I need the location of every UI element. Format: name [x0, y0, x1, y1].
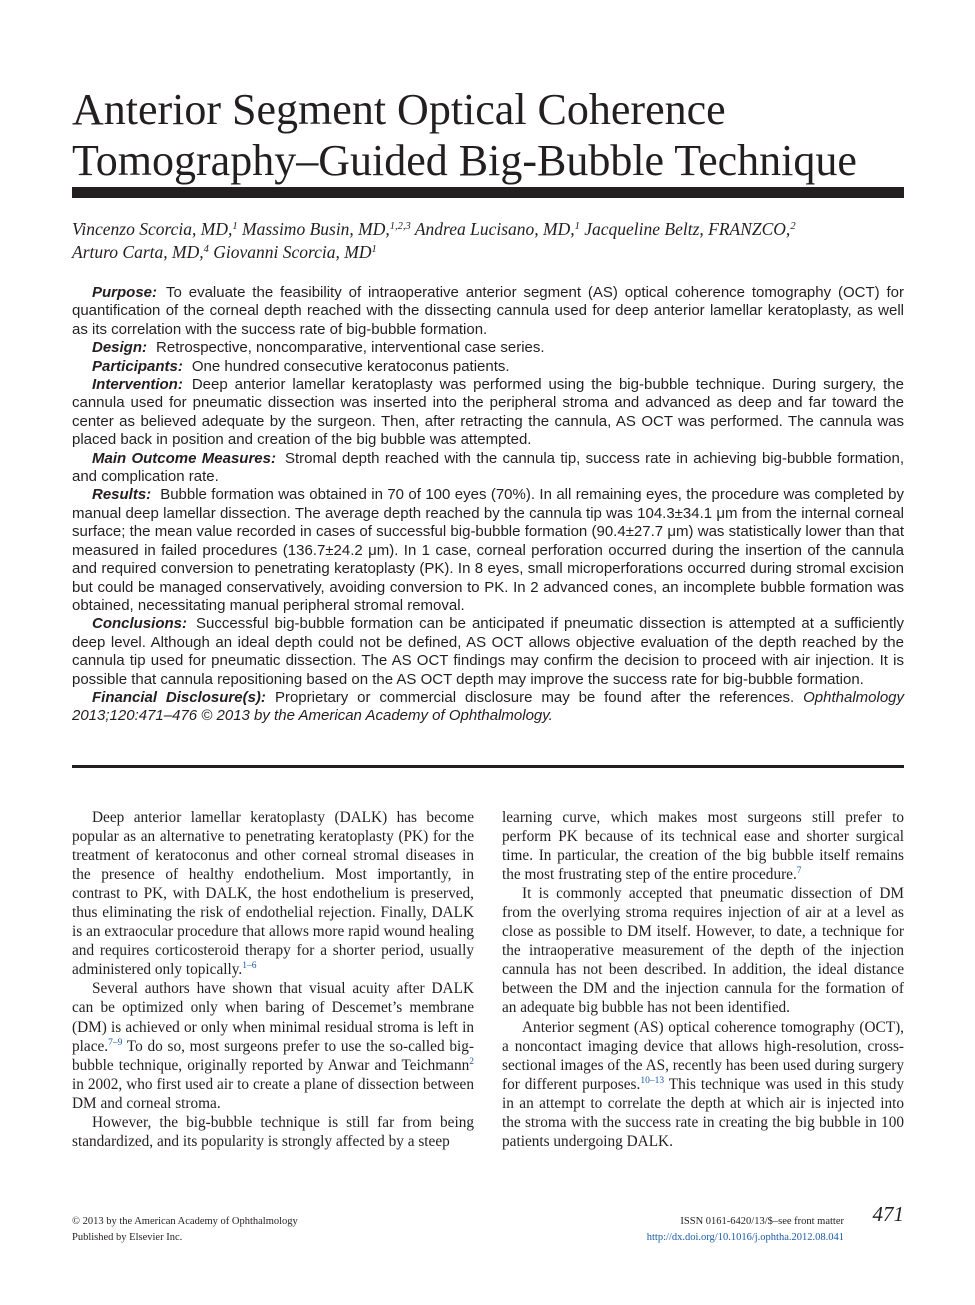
- author-name: Jacqueline Beltz, FRANZCO,: [584, 219, 791, 239]
- paragraph-text: This technique was used in this study in an attempt to correlate the depth at which air is injected into the stroma with the success rate in creating the big bubble in 100 patients undergoing DALK.: [502, 1075, 904, 1150]
- author-name: Massimo Busin, MD,: [242, 219, 390, 239]
- paragraph-text: Deep anterior lamellar keratoplasty (DALK) has become popular as an alternative to penetrating keratoplasty (PK) for the treatment of keratoconus and other corneal stromal diseases in the presence of healthy endothelium. Most importantly, in contrast to PK, with DALK, the host endothelium is preserved, thus eliminating the risk of endothelial rejection. Finally, DALK is an extraocular procedure that allows more rapid wound healing and requires corticosteroid therapy for a shorter period, usually administered only topically.: [72, 809, 474, 979]
- abstract-conclusions: [72, 615, 904, 689]
- author-list: [72, 218, 904, 264]
- issn-line: ISSN 0161-6420/13/$–see front matter: [680, 1216, 844, 1227]
- author-name: Andrea Lucisano, MD,: [414, 219, 575, 239]
- body-paragraph: [72, 808, 474, 979]
- reference-link[interactable]: 10–13: [640, 1075, 665, 1086]
- paragraph-text: Anterior segment (AS) optical coherence tomography (OCT), a noncontact imaging device that allows high-resolution, cross-sectional images of the AS, recently has been used during surgery for different purposes.: [502, 1018, 905, 1093]
- section-label: Intervention:: [92, 376, 183, 394]
- author-affiliation: 4: [203, 244, 209, 255]
- abstract-divider: [72, 765, 904, 768]
- author-affiliation: 2: [790, 221, 796, 232]
- abstract-participants: [72, 358, 904, 376]
- paragraph-text: in 2002, who first used air to create a plane of dissection between DM and corneal stroma.: [72, 1075, 474, 1112]
- article-page: [72, 0, 904, 1305]
- doi-link[interactable]: http://dx.doi.org/10.1016/j.ophtha.2012.08.041: [646, 1232, 844, 1243]
- article-title: [72, 84, 904, 186]
- section-text: Stromal depth reached with the cannula tip, success rate in achieving big-bubble formation, and complication rate.: [72, 449, 904, 486]
- footer-identifiers: [647, 1214, 844, 1246]
- section-label: Financial Disclosure(s):: [92, 688, 266, 706]
- section-text: Deep anterior lamellar keratoplasty was performed using the big-bubble technique. During surgery, the cannula used for pneumatic dissection was inserted into the peripheral stroma and advanced as deep and far toward the center as believed adequate by the surgeon. Then, after retracting the cannula, AS OCT was performed. The cannula was placed back in position and creation of the big bubble was attempted.: [72, 376, 904, 449]
- body-column-left: [72, 808, 474, 1151]
- abstract-results: [72, 486, 904, 615]
- section-text: Proprietary or commercial disclosure may be found after the references.: [274, 688, 795, 706]
- paragraph-text: It is commonly accepted that pneumatic dissection of DM from the overlying stroma requires injection of air at a level as close as possible to DM itself. However, to date, a technique for the intraoperative measurement of the depth of the injection cannula has not been described. In addition, the ideal distance between the DM and the injection cannula for the formation of an adequate big bubble has not been identified.: [502, 885, 904, 1017]
- paragraph-text: To do so, most surgeons prefer to use the so-called big-bubble technique, originally reported by Anwar and Teichmann: [72, 1037, 474, 1074]
- reference-link[interactable]: 2: [469, 1056, 474, 1067]
- reference-link[interactable]: 7–9: [108, 1037, 123, 1048]
- body-paragraph: [72, 1113, 474, 1151]
- section-text: Bubble formation was obtained in 70 of 100 eyes (70%). In all remaining eyes, the procedure was completed by manual deep lamellar dissection. The average depth reached by the cannula tip was 104.3±34.1 μm from the internal corneal surface; the mean value recorded in cases of successful big-bubble formation (90.4±27.7 μm) was statistically lower than that measured in failed procedures (136.7±24.2 μm). In 1 case, corneal perforation occurred during the insertion of the cannula and required conversion to penetrating keratoplasty (PK). In 8 eyes, small microperforations occurred during stromal excision but could be managed conservatively, avoiding conversion to PK. In 2 advanced cones, an incomplete bubble formation was obtained, necessitating manual peripheral stromal removal.: [72, 486, 904, 614]
- footer-copyright: [72, 1214, 298, 1246]
- page-number: 471: [872, 1202, 904, 1226]
- journal-citation: Ophthalmology 2013;120:471–476 © 2013 by the American Academy of Ophthalmology.: [72, 688, 905, 725]
- author-affiliation: 1: [574, 221, 580, 232]
- section-label: Main Outcome Measures:: [92, 449, 276, 467]
- section-text: Retrospective, noncomparative, interventional case series.: [156, 339, 545, 357]
- paragraph-text: Several authors have shown that visual acuity after DALK can be optimized only when baring of Descemet’s membrane (DM) is achieved or only when minimal residual stroma is left in place.: [72, 980, 474, 1055]
- section-label: Results:: [92, 486, 152, 504]
- section-label: Design:: [92, 339, 148, 357]
- abstract-design: [72, 339, 904, 357]
- author-name: Vincenzo Scorcia, MD,: [72, 219, 233, 239]
- abstract: [72, 284, 904, 726]
- copyright-line: © 2013 by the American Academy of Ophthalmology: [72, 1216, 298, 1227]
- body-paragraph: [502, 1018, 904, 1151]
- author-affiliation: 1,2,3: [389, 221, 411, 232]
- abstract-outcomes: [72, 450, 904, 487]
- title-divider: [72, 187, 904, 198]
- reference-link[interactable]: 7: [796, 866, 802, 877]
- abstract-intervention: [72, 376, 904, 450]
- reference-link[interactable]: 1–6: [242, 961, 257, 972]
- paragraph-text: However, the big-bubble technique is still far from being standardized, and its popularity is strongly affected by a steep: [72, 1113, 474, 1150]
- author-name: Giovanni Scorcia, MD: [213, 242, 372, 262]
- title-line-2: Tomography–Guided Big-Bubble Technique: [72, 136, 857, 185]
- publisher-line: Published by Elsevier Inc.: [72, 1232, 183, 1243]
- section-label: Participants:: [92, 357, 183, 375]
- body-paragraph: [72, 979, 474, 1112]
- section-text: Successful big-bubble formation can be anticipated if pneumatic dissection is attempted at a sufficiently deep level. Although an ideal depth could not be defined, AS OCT allows objective evaluation of the depth reached by the cannula tip used for pneumatic dissection. The AS OCT findings may confirm the decision to proceed with air injection. It is possible that cannula repositioning based on the AS OCT depth may improve the success rate for big-bubble formation.: [72, 615, 904, 688]
- body-paragraph: [502, 808, 904, 884]
- section-label: Conclusions:: [92, 615, 188, 633]
- section-text: To evaluate the feasibility of intraoperative anterior segment (AS) optical coherence tomography (OCT) for quantification of the corneal depth reached with the dissecting cannula used for deep anterior lamellar keratoplasty, as well as its correlation with the success rate of big-bubble formation.: [72, 284, 904, 338]
- title-line-1: Anterior Segment Optical Coherence: [72, 85, 726, 134]
- author-affiliation: 1: [232, 221, 238, 232]
- section-label: Purpose:: [92, 284, 158, 301]
- abstract-purpose: [72, 284, 904, 339]
- body-column-right: [502, 808, 904, 1151]
- body-paragraph: [502, 884, 904, 1017]
- author-name: Arturo Carta, MD,: [72, 242, 204, 262]
- abstract-disclosure: [72, 689, 904, 726]
- paragraph-text: learning curve, which makes most surgeons still prefer to perform PK because of its technical ease and shorter surgical time. In particular, the creation of the big bubble itself remains the most frustrating step of the entire procedure.: [502, 809, 904, 884]
- author-affiliation: 1: [371, 244, 377, 255]
- section-text: One hundred consecutive keratoconus patients.: [191, 357, 510, 375]
